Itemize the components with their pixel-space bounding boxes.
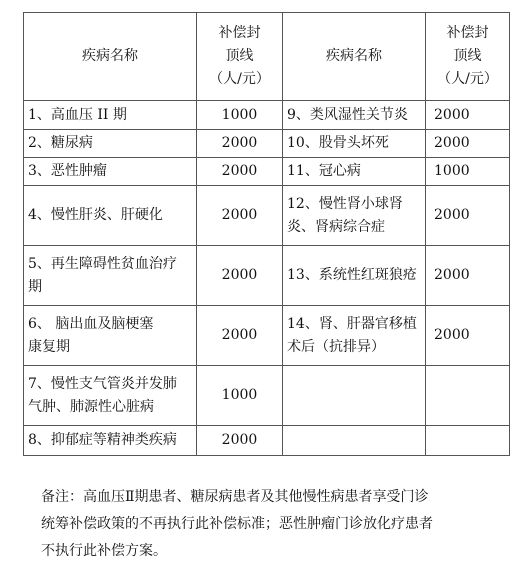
cap-value-cell: 1000 [197, 366, 283, 426]
cap-value-cell: 2000 [197, 426, 283, 456]
table-header-row [24, 13, 510, 101]
disease-cell: 8、抑郁症等精神类疾病 [24, 426, 197, 456]
cap-value-cell: 2000 [197, 306, 283, 366]
empty-cell [283, 426, 426, 456]
table-row [24, 426, 510, 456]
disease-cell: 10、股骨头坏死 [283, 130, 426, 158]
cap-value-cell: 2000 [426, 246, 510, 306]
disease-cell: 3、恶性肿瘤 [24, 158, 197, 186]
empty-cell [426, 426, 510, 456]
cap-value-cell: 1000 [197, 101, 283, 130]
disease-cell: 11、冠心病 [283, 158, 426, 186]
disease-cell: 7、慢性支气管炎并发肺 气肿、肺源性心脏病 [24, 366, 197, 426]
disease-cell: 2、糖尿病 [24, 130, 197, 158]
table-row [24, 246, 510, 306]
table-row [24, 186, 510, 246]
cap-value-cell: 2000 [197, 130, 283, 158]
disease-cell: 4、慢性肝炎、肝硬化 [24, 186, 197, 246]
cap-value-cell: 2000 [197, 246, 283, 306]
table-row [24, 130, 510, 158]
note-line: 不执行此补偿方案。 [41, 543, 167, 559]
cap-value-cell: 2000 [426, 101, 510, 130]
disease-cell: 1、高血压 II 期 [24, 101, 197, 130]
reimbursement-cap-table [23, 12, 510, 456]
remarks-note [41, 484, 511, 565]
cap-value-cell: 1000 [426, 158, 510, 186]
cap-value-cell: 2000 [197, 158, 283, 186]
note-line: 统筹补偿政策的不再执行此补偿标准；恶性肿瘤门诊放化疗患者 [41, 516, 433, 532]
table-row [24, 158, 510, 186]
table-row [24, 101, 510, 130]
header-disease-name-left: 疾病名称 [24, 13, 197, 101]
table-row [24, 306, 510, 366]
disease-cell: 6、 脑出血及脑梗塞 康复期 [24, 306, 197, 366]
cap-value-cell: 2000 [197, 186, 283, 246]
header-cap-left: 补偿封 顶线 （人/元） [197, 13, 283, 101]
header-cap-right: 补偿封 顶线 （人/元） [426, 13, 510, 101]
disease-cell: 9、类风湿性关节炎 [283, 101, 426, 130]
cap-value-cell: 2000 [426, 306, 510, 366]
empty-cell [426, 366, 510, 426]
header-disease-name-right: 疾病名称 [283, 13, 426, 101]
disease-cell: 5、再生障碍性贫血治疗 期 [24, 246, 197, 306]
cap-value-cell: 2000 [426, 186, 510, 246]
disease-cell: 13、系统性红斑狼疮 [283, 246, 426, 306]
cap-value-cell: 2000 [426, 130, 510, 158]
note-line: 备注：高血压Ⅱ期患者、糖尿病患者及其他慢性病患者享受门诊 [41, 489, 429, 505]
disease-cell: 12、慢性肾小球肾 炎、肾病综合症 [283, 186, 426, 246]
disease-cell: 14、肾、肝器官移植 术后（抗排异） [283, 306, 426, 366]
empty-cell [283, 366, 426, 426]
table-row [24, 366, 510, 426]
